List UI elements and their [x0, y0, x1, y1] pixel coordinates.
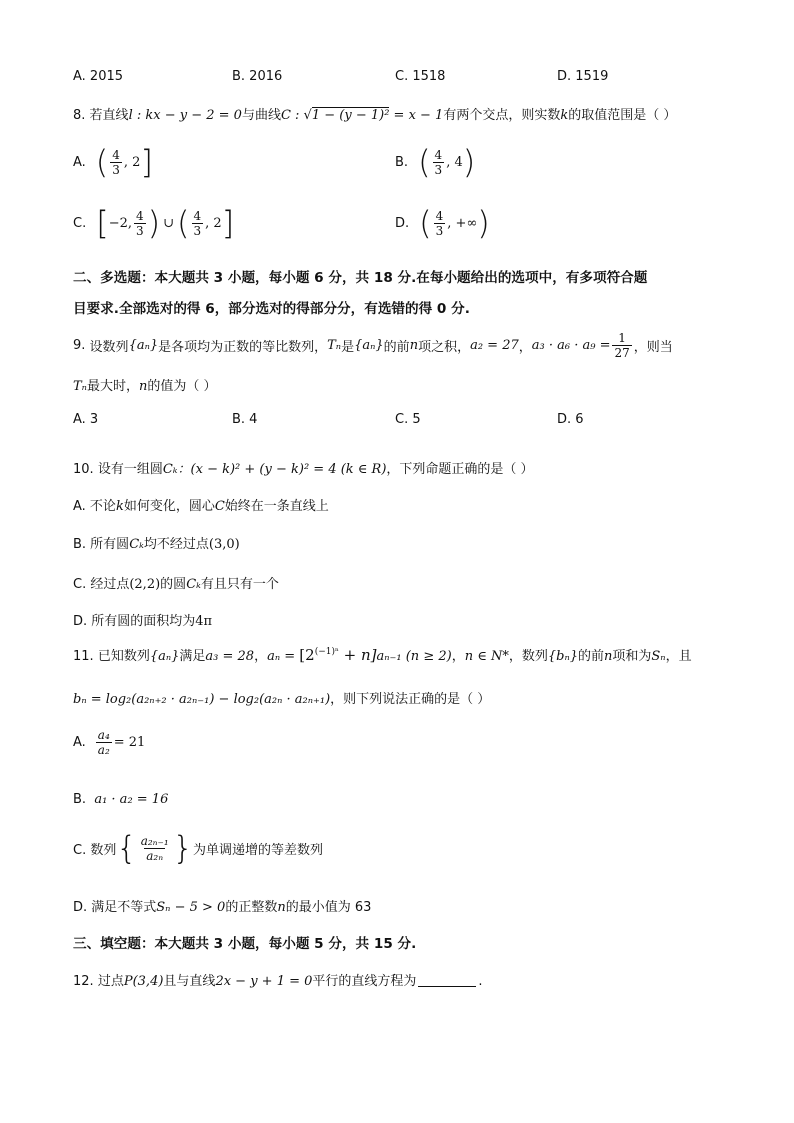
section-heading: 二、多选题：本大题共 3 小题，每小题 6 分，共 18 分.在每小题给出的选项中，有多项符合题 — [73, 270, 648, 286]
q10-option-d: D. 所有圆的面积均为4π — [73, 614, 213, 629]
option-c: C. 1518 — [395, 69, 446, 84]
section-heading: 三、填空题：本大题共 3 小题，每小题 5 分，共 15 分. — [73, 936, 417, 952]
option-d: D. 6 — [557, 412, 584, 427]
line-equation: l : kx − y − 2 = 0 — [128, 108, 242, 123]
q8-option-b: B. ( $\frac{4}{3}$ , 4 ) — [395, 143, 476, 181]
question-number: 11. — [73, 649, 94, 664]
q11-option-a: A. $\frac{\text{a₄}}{\text{a₂}}$ = 21 — [73, 728, 146, 757]
question-8: 8. 若直线l : kx − y − 2 = 0与曲线C : √1 − (y − 1)² = x − 1有两个交点，则实数k的取值范围是（ ） — [73, 108, 677, 123]
option-a: A. 3 — [73, 412, 99, 427]
fraction: $\frac{\text{a₄}}{\text{a₂}}$ — [97, 728, 110, 757]
option-c: C. 5 — [395, 412, 421, 427]
q10-option-c: C. 经过点(2,2)的圆Cₖ有且只有一个 — [73, 577, 279, 592]
q8-option-a: A. ( $\frac{4}{3}$ , 2 ] — [73, 143, 153, 181]
question-11-cont: bₙ = log₂(a₂ₙ₊₂ · a₂ₙ₋₁) − log₂(a₂ₙ · a₂ₙ₊₁)，则下列说法正确的是（ ） — [73, 692, 491, 707]
q10-option-a: A. 不论k如何变化，圆心C始终在一条直线上 — [73, 499, 329, 514]
fraction: $\frac{4}{3}$ — [434, 147, 443, 177]
fraction: $\frac{4}{3}$ — [112, 147, 120, 177]
fraction: $\frac{4}{3}$ — [136, 208, 144, 238]
option-b: B. 4 — [232, 412, 258, 427]
question-number: 10. — [73, 462, 94, 477]
q10-option-b: B. 所有圆Cₖ均不经过点(3,0) — [73, 537, 240, 552]
sqrt-icon: √ — [303, 108, 312, 123]
question-11: 11. 已知数列{aₙ}满足a₃ = 28，$a_n = [2^{(-1)^n} + n]a_{n-1}$ (n ≥ 2)，n ∈ N*，数列{bₙ}的前n项和为Sₙ，且 — [73, 646, 692, 664]
q8-option-d: D. ( $\frac{4}{3}$ , +∞ ) — [395, 204, 490, 242]
fraction: $\frac{1}{27}$ — [614, 331, 630, 360]
q11-option-d: D. 满足不等式Sₙ − 5 > 0的正整数n的最小值为 63 — [73, 900, 372, 915]
answer-blank[interactable] — [418, 986, 476, 987]
fraction: $\frac{4}{3}$ — [435, 208, 444, 238]
question-number: 8. — [73, 108, 86, 123]
question-9: 9. 设数列 {aₙ} 是各项均为正数的等比数列， Tₙ 是 {aₙ} 的前 n 项之积， a₂ = 27 ， a₃ · a₆ · a₉ = $\frac{1}{27}$ ，则当 — [73, 331, 673, 360]
question-number: 12. — [73, 974, 94, 989]
option-a: A. 2015 — [73, 69, 124, 84]
question-number: 9. — [73, 338, 86, 353]
q11-option-c: C. 数列 { $\frac{\text{a₂ₙ₋₁}}{\text{a₂ₙ}}$ } 为单调递增的等差数列 — [73, 829, 324, 867]
section-heading-cont: 目要求.全部选对的得 6，部分选对的得部分分，有选错的得 0 分. — [73, 301, 470, 317]
question-9-cont: Tₙ最大时，n的值为（ ） — [73, 379, 217, 394]
option-d: D. 1519 — [557, 69, 609, 84]
question-12: 12. 过点P(3,4)且与直线2x − y + 1 = 0平行的直线方程为 . — [73, 974, 483, 989]
fraction: $\frac{\text{a₂ₙ₋₁}}{\text{a₂ₙ}}$ — [140, 833, 169, 863]
q11-option-b: B. a₁ · a₂ = 16 — [73, 792, 169, 807]
option-b: B. 2016 — [232, 69, 283, 84]
q8-option-c: C. [ −2, $\frac{4}{3}$ ) ∪ ( $\frac{4}{3}$ , 2 ] — [73, 204, 235, 242]
fraction: $\frac{4}{3}$ — [193, 208, 202, 238]
question-10: 10. 设有一组圆Cₖ：(x − k)² + (y − k)² = 4 (k ∈ R)，下列命题正确的是（ ） — [73, 462, 534, 477]
radicand: 1 − (y − 1)² — [311, 108, 390, 123]
